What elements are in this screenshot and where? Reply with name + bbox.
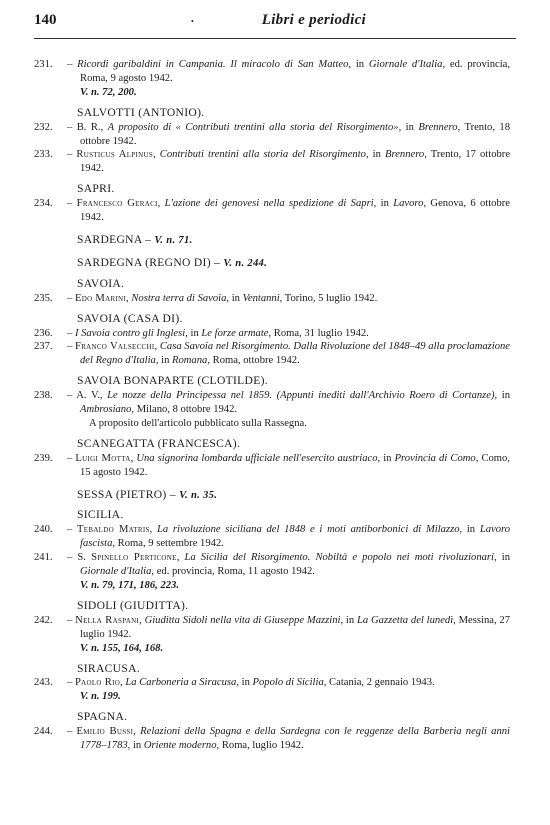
- italic-title: Romana: [172, 355, 208, 367]
- subject-heading: [34, 488, 510, 503]
- entry-text: –: [67, 677, 75, 689]
- cross-reference: V. n. 35.: [179, 489, 218, 501]
- entry-text: –: [67, 149, 77, 161]
- bibliography-entry: [34, 452, 510, 480]
- entry-text: ,: [130, 452, 137, 464]
- italic-title: La Sicilia del Risorgimento. Nobiltà e popolo nei moti rivoluzionari: [184, 552, 494, 564]
- italic-title: Giornale d'Italia: [80, 566, 152, 578]
- entry-number: 231.: [34, 59, 53, 70]
- author-name: Edo Marini: [74, 292, 127, 304]
- entry-number: 236.: [34, 327, 53, 339]
- page-number: 140: [34, 12, 57, 28]
- heading-text: SICILIA.: [77, 508, 124, 522]
- entry-text: , Roma, 31 luglio 1942.: [268, 327, 369, 339]
- italic-title: Ambrosiano: [80, 404, 132, 416]
- entry-text: , Catania, 2 gennaio 1943.: [323, 677, 435, 689]
- entry-text: , Como, 15 agosto 1942.: [80, 452, 510, 478]
- entry-text: , Torino, 5 luglio 1942.: [279, 292, 378, 304]
- entry-text: , Roma, ottobre 1942.: [207, 355, 300, 367]
- heading-text: SALVOTTI (ANTONIO).: [77, 105, 205, 119]
- entry-number: 244.: [34, 726, 53, 738]
- italic-title: Giornale d'Italia: [368, 59, 443, 70]
- entry-text: ,: [149, 524, 158, 536]
- italic-title: Contributi trentini alla storia del Risorgimento: [159, 149, 366, 161]
- subject-heading: [34, 256, 510, 271]
- italic-title: Brennero: [385, 149, 425, 161]
- bibliography-entry: [34, 327, 510, 341]
- author-name: Paolo Rio: [74, 677, 121, 689]
- bibliography-entry: [34, 340, 510, 368]
- italic-title: Giuditta Sidoli nella vita di Giuseppe Mazzini: [144, 614, 341, 626]
- subject-heading: [34, 233, 510, 248]
- entry-text: , Genova, 6 ottobre 1942.: [80, 198, 511, 224]
- entry-number: 241.: [34, 552, 53, 564]
- entry-text: ,: [153, 149, 160, 161]
- entry-text: , Roma, 9 settembre 1942.: [112, 538, 224, 550]
- italic-title: Oriente moderno: [143, 740, 217, 752]
- cross-reference: V. n. 79, 171, 186, 223.: [80, 580, 179, 591]
- entry-text: , in: [348, 59, 369, 70]
- subject-heading: [34, 182, 510, 196]
- author-name: Rusticus Alpinus: [76, 149, 154, 161]
- author-name: Francesco Geraci: [76, 198, 158, 210]
- entry-text: –: [67, 524, 78, 536]
- heading-text: SAPRI.: [77, 182, 115, 196]
- bibliography-entry: [34, 725, 510, 753]
- italic-title: Ricordi garibaldini in Campania. Il miracolo di San Matteo: [77, 59, 349, 70]
- bibliography-entry: [34, 676, 510, 690]
- entry-number: 232.: [34, 121, 53, 133]
- entry-text: , in: [365, 149, 385, 161]
- italic-title: La rivoluzione siciliana del 1848 e i moti antiborbonici di Milazzo: [157, 524, 460, 536]
- entry-text: , Trento, 17 ottobre 1942.: [80, 149, 511, 175]
- italic-title: Popolo di Sicilia: [252, 677, 324, 689]
- entry-number: 243.: [34, 677, 53, 689]
- subject-heading: [34, 374, 510, 388]
- cross-reference: V. n. 71.: [154, 234, 193, 246]
- entry-text: , Roma, luglio 1942.: [216, 740, 304, 752]
- entry-number: 242.: [34, 614, 53, 626]
- entry-number: 239.: [34, 452, 53, 464]
- author-name: Nella Raspani: [75, 614, 140, 626]
- italic-title: La Carboneria a Siracusa: [125, 677, 237, 689]
- entry-text: –: [67, 614, 76, 626]
- italic-title: Nostra terra di Savoia: [131, 292, 227, 304]
- italic-title: Casa Savoia nel Risorgimento. Dalla Rivoluzione del 1848–49 alla proclamazione del Regno d'Italia: [80, 341, 511, 367]
- subject-heading: [34, 662, 510, 676]
- italic-title: Le forze armate: [201, 327, 269, 339]
- entry-number: 235.: [34, 292, 53, 304]
- entry-text: ,: [176, 552, 185, 564]
- entry-text: – S.: [67, 552, 92, 564]
- entry-text: , Milano, 8 ottobre 1942.: [131, 404, 238, 416]
- subject-heading: [34, 710, 510, 724]
- author-name: Luigi Motta: [75, 452, 131, 464]
- italic-title: Relazioni della Spagna e della Sardegna con le reggenze della Barberia negli anni 1778–1783: [80, 726, 511, 752]
- entry-text: , in: [127, 740, 144, 752]
- entry-text: , in: [340, 614, 357, 626]
- entry-text: – B. R.,: [67, 121, 108, 133]
- entry-text: –: [67, 59, 78, 70]
- author-name: Spinello Perticone: [91, 552, 177, 564]
- entry-text: ,: [157, 198, 165, 210]
- italic-title: Le nozze della Principessa nel 1859. (Appunti inediti dall'Archivio Roero di Cortanze): [107, 390, 495, 402]
- subject-heading: [34, 599, 510, 613]
- bibliography-entry: [34, 58, 510, 86]
- subject-heading: [34, 106, 510, 120]
- running-header: [34, 12, 516, 36]
- heading-text: SAVOIA (CASA DI).: [77, 311, 183, 325]
- italic-title: A proposito di « Contributi trentini alla storia del Risorgimento»: [107, 121, 399, 133]
- heading-text: SPAGNA.: [77, 710, 128, 724]
- bibliography-entry: [34, 389, 510, 417]
- cross-reference: V. n. 244.: [223, 257, 268, 269]
- running-title: Libri e periodici: [261, 12, 366, 28]
- bibliography-entry: [34, 148, 510, 176]
- subject-heading: [34, 437, 510, 451]
- bibliography-entry: [34, 614, 510, 642]
- author-name: Tebaldo Matris: [77, 524, 150, 536]
- heading-text: SAVOIA.: [77, 276, 125, 290]
- entry-text: , in: [398, 121, 419, 133]
- entry-text: ,: [154, 341, 160, 353]
- heading-text: SAVOIA BONAPARTE (CLOTILDE).: [77, 374, 268, 388]
- header-rule: [34, 38, 516, 39]
- entry-text: , in: [226, 292, 243, 304]
- bibliography-entry: [34, 292, 510, 306]
- entry-number: 233.: [34, 149, 53, 161]
- entry-text: ,: [120, 677, 126, 689]
- entry-text: , in: [459, 524, 480, 536]
- bibliography-entry: [34, 523, 510, 551]
- cross-reference: V. n. 199.: [80, 691, 121, 703]
- entry-text: , ed. provincia, Roma, 11 agosto 1942.: [151, 566, 315, 578]
- entry-number: 234.: [34, 198, 53, 210]
- entry-text: , in: [155, 355, 173, 367]
- heading-text: SIDOLI (GIUDITTA).: [77, 598, 189, 612]
- subject-heading: [34, 277, 510, 291]
- entry-text: , in: [236, 677, 253, 689]
- bibliography-entry: [34, 197, 510, 225]
- entry-number: 238.: [34, 390, 53, 402]
- subject-heading: [34, 312, 510, 326]
- heading-text: SARDEGNA –: [77, 232, 155, 246]
- bibliography-body: [34, 58, 510, 753]
- cross-reference: V. n. 72, 200.: [80, 86, 137, 98]
- bibliography-entry: [34, 121, 510, 149]
- entry-text: , in: [377, 452, 395, 464]
- entry-text: , in: [185, 327, 202, 339]
- italic-title: Brennero: [418, 121, 458, 133]
- bibliography-entry: [34, 551, 510, 579]
- italic-title: La Gazzetta del lunedì: [356, 614, 454, 626]
- heading-text: SESSA (PIETRO) –: [77, 487, 180, 501]
- entry-text: ,: [133, 726, 141, 738]
- entry-text: ,: [126, 292, 132, 304]
- entry-text: –: [67, 198, 77, 210]
- entry-text: , in: [494, 552, 510, 564]
- entry-text: , Messina, 27 luglio 1942.: [80, 614, 511, 640]
- italic-title: Lavoro fascista: [80, 524, 511, 550]
- subject-heading: [34, 508, 510, 522]
- italic-title: L'azione dei genovesi nella spedizione di Sapri: [164, 198, 374, 210]
- entry-note: A proposito dell'articolo pubblicato sulla Rassegna.: [89, 417, 307, 429]
- entry-text: , Trento, 18 ottobre 1942.: [80, 121, 511, 147]
- entry-number: 240.: [34, 524, 53, 536]
- heading-text: SCANEGATTA (FRANCESCA).: [77, 436, 241, 450]
- italic-title: I Savoia contro gli Inglesi: [74, 327, 186, 339]
- entry-text: –: [67, 341, 75, 353]
- italic-title: Una signorina lombarda ufficiale nell'esercito austriaco: [136, 452, 378, 464]
- entry-text: , ed. provincia, Roma, 9 agosto 1942.: [80, 59, 510, 84]
- entry-text: ,: [139, 614, 145, 626]
- header-dot: ·: [190, 12, 195, 30]
- entry-text: –: [67, 292, 75, 304]
- italic-title: Provincia di Como: [394, 452, 476, 464]
- heading-text: SARDEGNA (REGNO DI) –: [77, 255, 224, 269]
- author-name: Franco Valsecchi: [74, 341, 155, 353]
- italic-title: Ventanni: [242, 292, 280, 304]
- entry-text: – A. V.,: [67, 390, 108, 402]
- cross-reference: V. n. 155, 164, 168.: [80, 642, 164, 654]
- entry-text: , in: [373, 198, 394, 210]
- entry-text: , in: [494, 390, 510, 402]
- entry-text: –: [67, 327, 75, 339]
- heading-text: SIRACUSA.: [77, 661, 140, 675]
- entry-text: –: [67, 452, 76, 464]
- author-name: Emilio Bussi: [76, 726, 134, 738]
- entry-number: 237.: [34, 341, 53, 353]
- italic-title: Lavoro: [393, 198, 424, 210]
- entry-text: –: [67, 726, 77, 738]
